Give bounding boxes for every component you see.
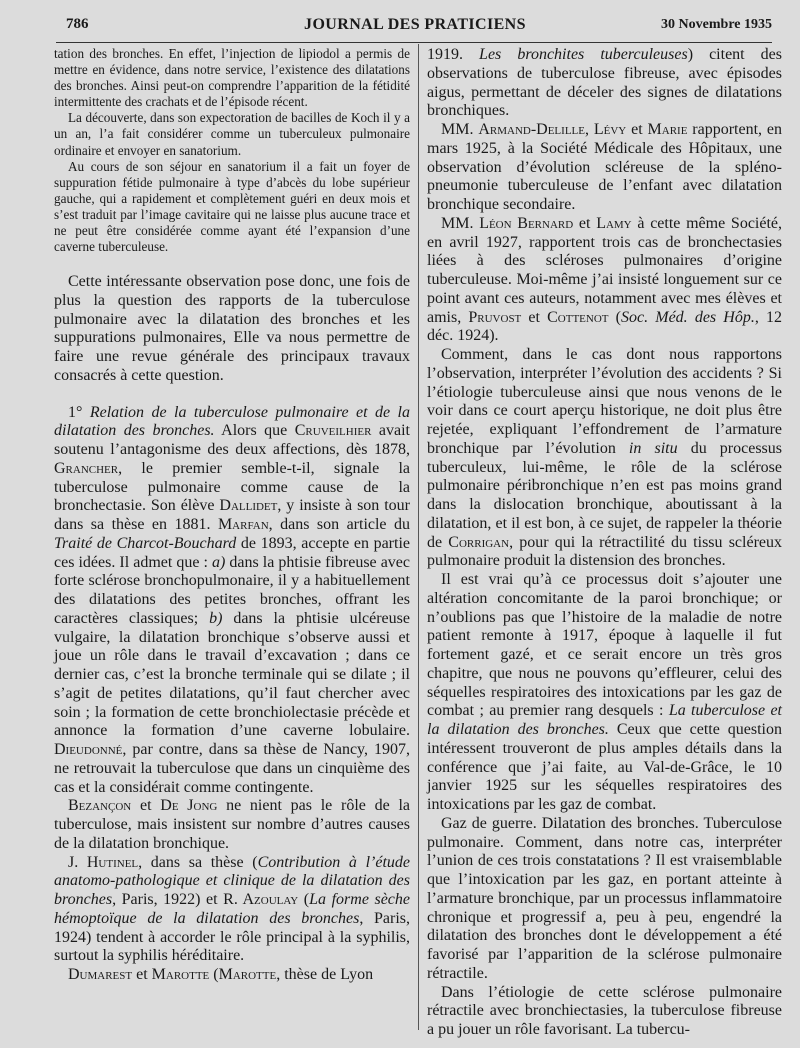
author-name: Marie	[647, 121, 688, 138]
paragraph: Au cours de son séjour en sanatorium il a fait un foyer de suppuration fétide pulmonaire à type d’abcès du lobe supérieur gauche, qui a rapidement et complètement guéri en deux mois et s’est traduit par l’image cavitaire qui ne laisse plus aucune trace et ne peut être considérée comme ayant été l’expansion d’une caverne tuberculeuse.	[54, 158, 410, 255]
text: (	[209, 966, 219, 984]
text: , dans sa thèse (	[138, 853, 258, 871]
work-title: Contribution à l’étude anatomo-pathologique et clinique de la dilatation des bronches	[54, 853, 410, 909]
author-name: Marotte	[218, 966, 277, 984]
text: , par contre, dans sa thèse de Nancy, 1907, ne retrouvait la tuberculose que dans un cinquième des cas et la considérait comme contingente.	[54, 741, 410, 796]
list-marker: a)	[212, 553, 226, 571]
text: 1919.	[427, 46, 480, 63]
column-divider	[418, 44, 419, 1030]
author-name: Lévy	[593, 121, 627, 138]
text: et	[626, 121, 648, 138]
work-title: La tuberculose et la dilatation des bronches.	[427, 702, 783, 738]
paragraph	[427, 346, 782, 571]
paragraph: La découverte, dans son expectoration de bacilles de Koch il y a un an, l’a fait considérer comme un tuberculeux pulmonaire ordinaire et envoyer en sanatorium.	[54, 110, 410, 158]
text: dans la phtisie ulcéreuse vulgaire, la dilatation bronchique s’observe aussi et joue un rôle dans le travail d’excavation ; dans ce dernier cas, c’est la bronche terminale qui se dilate ; il s’agit de petites dilatations, qu’il faut chercher avec soin ; la formation de cette bronchiolectasie précède et annonce la formation d’une caverne lobulaire.	[54, 609, 410, 740]
paragraph: Cette intéressante observation pose donc, une fois de plus la question des rapports de la tuberculose pulmonaire avec la dilatation des bronches et les suppurations pulmonaires, Elle va nous permettre de faire une revue générale des principaux travaux consacrés à cette question.	[54, 273, 410, 384]
right-column	[427, 46, 782, 1040]
text: , le premier semble-t-il, signale la tuberculose pulmonaire comme cause de la bronchectasie. Son élève	[54, 459, 410, 515]
paragraph	[427, 121, 782, 215]
section-number: 1°	[68, 403, 83, 421]
text: et	[521, 308, 548, 326]
work-title: Traité de Charcot-Bouchard	[54, 534, 237, 552]
text: MM.	[441, 121, 479, 138]
text: Ceux que cette question intéressent trouveront de plus amples détails dans la conférence que j’ai faite, au Val-de-Grâce, le 10 janvier 1925 sur les séquelles respiratoires des intoxications par les gaz de combat.	[427, 721, 783, 813]
work-title: Soc. Méd. des Hôp.	[621, 308, 755, 326]
work-title: Les bronchites tuberculeuses	[479, 46, 688, 63]
text: , Paris, 1924) tendent à accorder le rôle principal à la syphilis, surtout la syphilis héréditaire.	[54, 909, 411, 965]
text: Il est vrai qu’à ce processus doit s’ajouter une altération concomitante de la paroi bronchique; or n’oublions pas que l’histoire de la maladie de notre patient remonte à 1917, époque à laquelle il fut fortement gazé, et ce serait encore un très gros chapitre, que nous ne pouvons qu’effleurer, celui des séquelles respiratoires des intoxications par les gaz de combat ; au premier rang desquels :	[427, 571, 782, 720]
paragraph	[427, 215, 782, 346]
text: Alors que	[214, 422, 295, 440]
text: et	[131, 797, 161, 815]
author-name: Marotte	[151, 966, 210, 984]
author-name: J. Hutinel	[68, 853, 139, 871]
issue-date: 30 Novembre 1935	[661, 17, 772, 32]
emphasis: in situ	[628, 439, 678, 457]
page-number: 786	[66, 16, 89, 32]
text: ne nient pas le rôle de la tuberculose, mais insistent sur nombre d’autres causes de la dilatation bronchique.	[54, 797, 410, 852]
paragraph	[427, 46, 782, 121]
text: , y insiste à son tour dans sa thèse en 1881.	[54, 497, 410, 534]
text: (	[608, 308, 621, 326]
paragraph: Dans l’étiologie de cette sclérose pulmonaire rétractile avec bronchiectasies, la tuberculose fibreuse a pu jouer un rôle favorisant. La tubercu-	[427, 983, 782, 1038]
text: dans la phtisie fibreuse avec forte sclérose bronchopulmonaire, il y a habituellement des dilatations des petites bronches, offrant les caractères classiques;	[54, 553, 411, 627]
author-name: Dumarest	[68, 966, 133, 984]
header-rule	[56, 42, 772, 43]
author-name: Dallidet	[219, 497, 278, 515]
author-name: Bezançon	[68, 797, 132, 815]
author-name: De Jong	[160, 797, 218, 815]
paragraph	[54, 966, 410, 985]
paragraph: tation des bronches. En effet, l’injection de lipiodol a permis de mettre en évidence, dans notre service, l’existence des dilatations des bronches. Ainsi peut-on comprendre l’apparition de la fétidité intermittente des crachats et de l’épisode récent.	[54, 46, 410, 110]
author-name: R. Azoulay	[223, 891, 299, 909]
text: à cette même Société, en avril 1927, rapportent trois cas de bronchectasies liées à des scléroses pulmonaires d’origine tuberculeuse. Moi-même j’ai insisté longuement sur ce point avant ces auteurs, notamment avec mes élèves et amis,	[427, 214, 783, 326]
page-header	[58, 14, 772, 36]
author-name: Cottenot	[547, 308, 609, 326]
section-paragraph	[54, 404, 410, 798]
work-title: La forme sèche hémoptoïque de la dilatation des bronches	[54, 891, 410, 927]
text: , 12 déc. 1924).	[427, 308, 783, 345]
text: , dans son article du	[268, 516, 410, 534]
text: rapportent, en mars 1925, à la Société Médicale des Hôpitaux, une observation d’évolution scléreuse de la spléno-pneumonie tuberculeuse de l’enfant avec dilatation bronchique secondaire.	[427, 121, 783, 213]
author-name: Dieudonné	[54, 741, 123, 759]
text: du processus tuberculeux, lui-même, le rôle de la sclérose pulmonaire péribronchique n’en est pas moins grand dans la dislocation bronchique, aboutissant à la dilatation, et il est bon, à ce sujet, de rappeler la théorie de	[427, 439, 783, 551]
paragraph	[54, 797, 410, 853]
paragraph: Gaz de guerre. Dilatation des bronches. Tuberculose pulmonaire. Comment, dans notre cas, interpréter l’union de ces trois constatations ? Il est vraisemblable que l’intoxication par les gaz, en portant atteinte à l’armature bronchique, par un processus inflammatoire chronique et progressif a, peu à peu, engendré la dilatation des bronches dont le développement a été favorisé par l’apparition de la sclérose pulmonaire rétractile.	[427, 814, 782, 982]
text: et	[132, 966, 152, 984]
author-name: Lamy	[596, 214, 632, 232]
text: et	[573, 214, 597, 232]
author-name: Corrigan	[448, 533, 510, 551]
paragraph	[54, 854, 410, 967]
text: , Paris, 1922) et	[112, 891, 224, 909]
text: , thèse de Lyon	[276, 966, 374, 984]
section-title: Relation de la tuberculose pulmonaire et de la dilatation des bronches.	[54, 403, 410, 440]
section-gap	[54, 255, 410, 273]
author-name: Armand-Delille	[478, 121, 585, 138]
text: Comment, dans le cas dont nous rapportons l’observation, interpréter l’évolution des accidents ? Si l’étiologie tuberculeuse ainsi que nous venons de le voir dans ce court aperçu historique, ne doit plus être rejetée, expliquant l’effondrement de l’armature bronchique par l’évolution	[427, 346, 782, 457]
section-gap	[54, 386, 410, 404]
author-name: Grancher	[54, 459, 119, 477]
author-name: Pruvost	[468, 308, 522, 326]
text: MM.	[441, 214, 480, 232]
author-name: Léon Bernard	[479, 214, 574, 232]
text: avait soutenu l’antagonisme des deux affections, dès 1878,	[54, 422, 410, 459]
journal-title: JOURNAL DES PRATICIENS	[304, 16, 526, 33]
paragraph	[427, 571, 782, 815]
text: , pour qui la rétractilité du tissu scléreux pulmonaire produit la distension des bronches.	[427, 533, 782, 570]
text: (	[298, 891, 310, 909]
author-name: Cruveilhier	[294, 422, 372, 440]
text: ) citent des observations de tuberculose fibreuse, avec épisodes aigus, permettant de déceler des signes de dilatations bronchiques.	[427, 46, 782, 120]
text: de 1893, accepte en partie ces idées. Il admet que :	[54, 534, 410, 571]
author-name: Marfan	[217, 516, 269, 534]
left-column	[54, 46, 410, 985]
list-marker: b)	[209, 609, 223, 627]
text: ,	[584, 121, 594, 138]
